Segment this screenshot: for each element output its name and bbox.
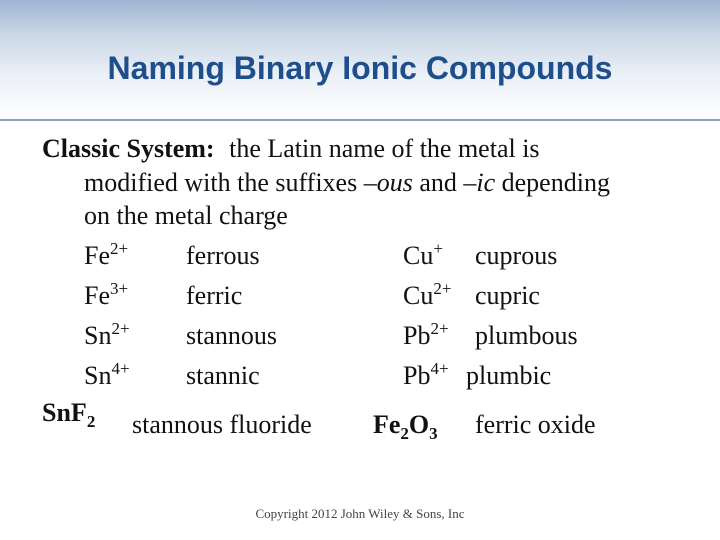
header-divider <box>0 119 720 121</box>
ion-name: ferrous <box>186 241 260 270</box>
compound-name: ferric oxide <box>475 410 596 439</box>
ion-symbol: $Fe^{2+}$ <box>84 239 129 270</box>
intro-line-2-b: and <box>412 168 464 197</box>
formula-snf2: SnF$_2$ <box>42 398 96 431</box>
ion-symbol: Cu+ <box>403 239 443 270</box>
ion-symbol: $Cu^{2+}$ <box>403 279 452 310</box>
ion-name: plumbic <box>466 361 552 390</box>
suffix-ous: –ous <box>363 168 413 197</box>
ion-name: cuprous <box>475 241 558 270</box>
ion-symbol: $Pb^{4+}$ <box>403 359 449 390</box>
compound-name: stannous fluoride <box>132 410 312 439</box>
intro-line-3: on the metal charge <box>84 201 288 230</box>
intro-line-1 <box>42 134 540 164</box>
classic-system-label: Classic System: <box>42 134 215 163</box>
intro-line-2-c: depending <box>495 168 610 197</box>
ion-symbol: $Fe^{3+}$ <box>84 279 129 310</box>
ion-name: stannous <box>186 321 277 350</box>
suffix-ic: –ic <box>463 168 496 197</box>
slide-title: Naming Binary Ionic Compounds <box>107 50 613 86</box>
formula-fe2o3: $Fe_2O_3$ <box>373 410 438 443</box>
intro-line-1-text: the Latin name of the metal is <box>229 134 540 163</box>
ion-name: ferric <box>186 281 243 310</box>
copyright-footer: Copyright 2012 John Wiley & Sons, Inc <box>255 506 465 521</box>
ion-name: plumbous <box>475 321 578 350</box>
ion-name: cupric <box>475 281 540 310</box>
intro-line-2 <box>84 168 610 198</box>
ion-symbol: $Sn^{4+}$ <box>84 359 130 390</box>
intro-line-2-a: modified with the suffixes <box>84 168 364 197</box>
ion-name: stannic <box>186 361 260 390</box>
ion-symbol: $Pb^{2+}$ <box>403 319 449 350</box>
ion-symbol: $Sn^{2+}$ <box>84 319 130 350</box>
